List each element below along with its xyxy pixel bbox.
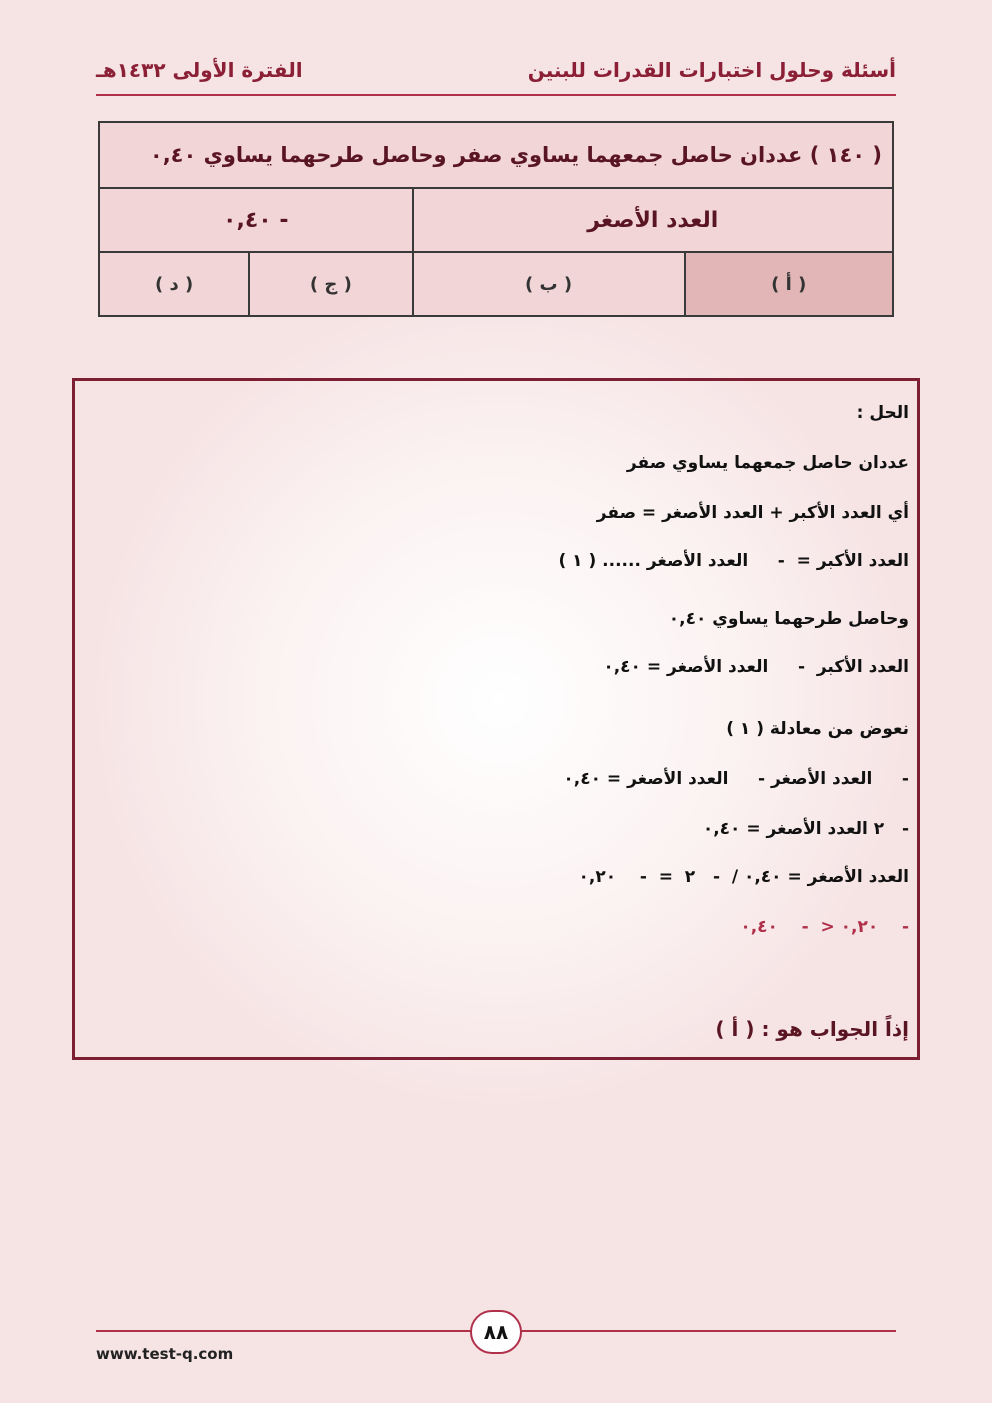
option-a[interactable]: ( أ ) xyxy=(685,252,893,316)
solution-line: وحاصل طرحهما يساوي ٠,٤٠ xyxy=(668,609,909,629)
period-label: الفترة الأولى ١٤٣٢هـ xyxy=(96,58,303,82)
comparison-line: - ٠,٢٠ < - ٠,٤٠ xyxy=(740,917,909,937)
solution-line: - العدد الأصغر - العدد الأصغر = ٠,٤٠ xyxy=(563,769,909,789)
solution-line: عددان حاصل جمعهما يساوي صفر xyxy=(626,453,909,473)
answer-line: إذاً الجواب هو : ( أ ) xyxy=(715,1017,909,1041)
solution-line: العدد الأكبر = - العدد الأصغر ...... ( ١ ) xyxy=(558,551,909,571)
page-header xyxy=(96,52,896,96)
solution-line: أي العدد الأكبر + العدد الأصغر = صفر xyxy=(596,503,909,523)
solution-line: نعوض من معادلة ( ١ ) xyxy=(726,719,909,739)
solution-line: - ٢ العدد الأصغر = ٠,٤٠ xyxy=(702,819,909,839)
website-link[interactable]: www.test-q.com xyxy=(96,1345,234,1363)
header-divider xyxy=(96,94,896,96)
solution-line: العدد الأصغر = ٠,٤٠ / - ٢ = - ٠,٢٠ xyxy=(578,867,909,887)
prompt-label: العدد الأصغر xyxy=(413,188,893,252)
question-text: ( ١٤٠ ) عددان حاصل جمعهما يساوي صفر وحاصل طرحهما يساوي ٠,٤٠ xyxy=(99,122,893,188)
book-title: أسئلة وحلول اختبارات القدرات للبنين xyxy=(527,58,896,82)
solution-line: العدد الأكبر - العدد الأصغر = ٠,٤٠ xyxy=(603,657,909,677)
option-d[interactable]: ( د ) xyxy=(99,252,249,316)
page-number: ٨٨ xyxy=(470,1310,522,1354)
option-c[interactable]: ( ج ) xyxy=(249,252,412,316)
question-table xyxy=(98,121,894,317)
solution-heading: الحل : xyxy=(856,403,909,423)
solution-box xyxy=(72,378,920,1060)
option-b[interactable]: ( ب ) xyxy=(413,252,685,316)
prompt-value: - ٠,٤٠ xyxy=(99,188,413,252)
